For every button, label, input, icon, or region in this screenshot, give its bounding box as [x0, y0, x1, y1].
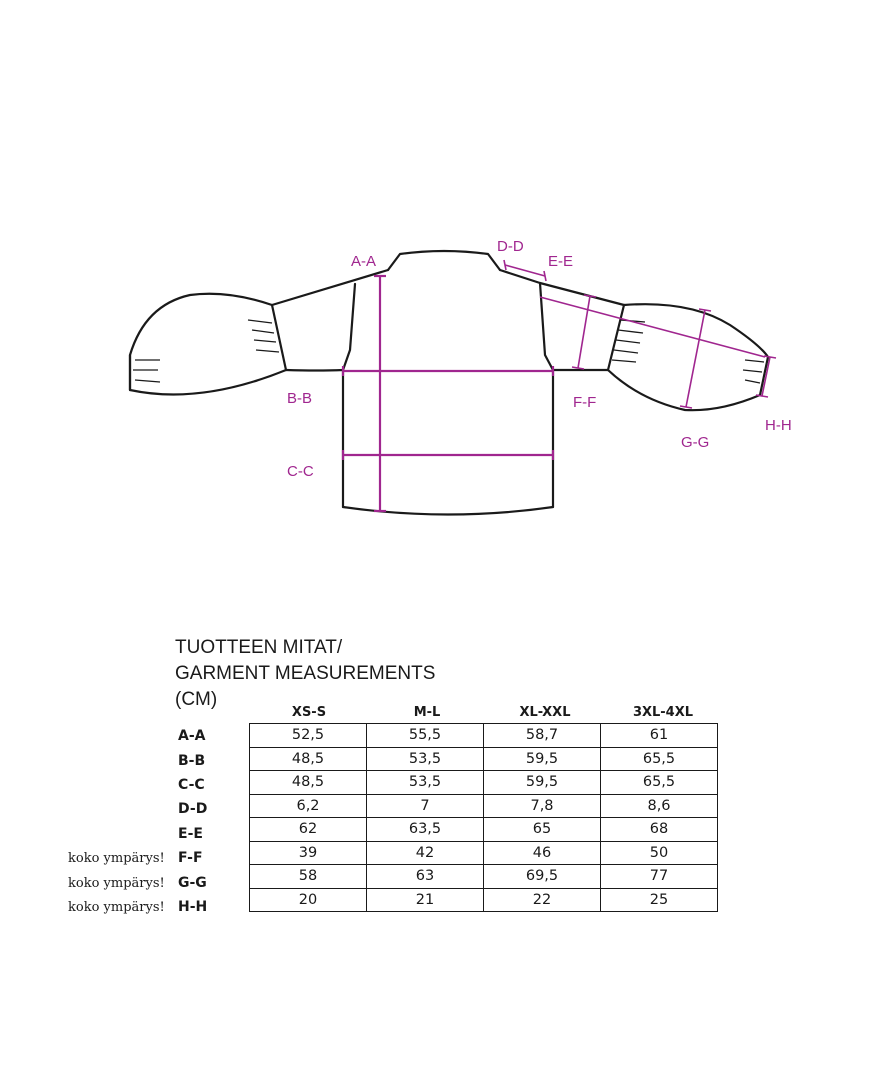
row-label-cc: C-C — [178, 777, 205, 793]
measurements-title — [175, 635, 435, 713]
row-label-ff: F-F — [178, 850, 203, 866]
table-cell: 58,7 — [484, 724, 601, 748]
table-cell: 65,5 — [601, 747, 718, 771]
table-cell: 62 — [250, 818, 367, 842]
table-cell: 7 — [367, 794, 484, 818]
measure-line-gg — [686, 310, 705, 407]
title-line-3: (CM) — [175, 689, 218, 710]
label-hh: H-H — [765, 417, 792, 434]
row-label-gg: G-G — [178, 875, 207, 891]
column-header-3xl-4xl: 3XL-4XL — [632, 705, 694, 720]
table-cell: 65 — [484, 818, 601, 842]
label-cc: C-C — [287, 463, 314, 480]
label-dd: D-D — [497, 238, 524, 255]
table-cell: 46 — [484, 841, 601, 865]
table-cell: 48,5 — [250, 771, 367, 795]
table-cell: 59,5 — [484, 747, 601, 771]
table-cell: 69,5 — [484, 865, 601, 889]
table-cell: 63,5 — [367, 818, 484, 842]
sweater-outline — [130, 251, 768, 515]
table-cell: 22 — [484, 888, 601, 912]
table-row — [250, 724, 718, 748]
table-cell: 55,5 — [367, 724, 484, 748]
title-line-2: GARMENT MEASUREMENTS — [175, 663, 436, 684]
label-ee: E-E — [548, 253, 574, 270]
measurement-lines — [343, 260, 776, 511]
row-label-ee: E-E — [178, 826, 203, 842]
label-gg: G-G — [681, 434, 710, 451]
note-ff: koko ympärys! — [68, 851, 165, 866]
table-cell: 42 — [367, 841, 484, 865]
table-cell: 58 — [250, 865, 367, 889]
table-cell: 8,6 — [601, 794, 718, 818]
row-label-aa: A-A — [178, 728, 206, 744]
row-label-bb: B-B — [178, 753, 206, 769]
table-row — [250, 841, 718, 865]
table-cell: 25 — [601, 888, 718, 912]
table-cell: 52,5 — [250, 724, 367, 748]
title-line-1: TUOTTEEN MITAT/ — [175, 637, 343, 658]
table-cell: 61 — [601, 724, 718, 748]
table-row — [250, 818, 718, 842]
label-bb: B-B — [287, 390, 313, 407]
table-row — [250, 771, 718, 795]
table-cell: 6,2 — [250, 794, 367, 818]
label-aa: A-A — [351, 253, 377, 270]
table-cell: 50 — [601, 841, 718, 865]
table-cell: 68 — [601, 818, 718, 842]
table-cell: 21 — [367, 888, 484, 912]
column-header-m-l: M-L — [413, 705, 441, 720]
table-cell: 63 — [367, 865, 484, 889]
table-cell: 77 — [601, 865, 718, 889]
table-cell: 53,5 — [367, 747, 484, 771]
column-header-xs-s: XS-S — [291, 705, 327, 720]
table-row — [250, 888, 718, 912]
measurements-table — [249, 723, 718, 912]
table-cell: 7,8 — [484, 794, 601, 818]
table-cell: 65,5 — [601, 771, 718, 795]
table-cell: 39 — [250, 841, 367, 865]
table-row — [250, 747, 718, 771]
row-label-dd: D-D — [178, 801, 208, 817]
column-header-xl-xxl: XL-XXL — [519, 705, 571, 720]
row-label-hh: H-H — [178, 899, 208, 915]
note-hh: koko ympärys! — [68, 900, 165, 915]
table-cell: 20 — [250, 888, 367, 912]
table-row — [250, 865, 718, 889]
note-gg: koko ympärys! — [68, 876, 165, 891]
table-cell: 59,5 — [484, 771, 601, 795]
label-ff: F-F — [573, 394, 597, 411]
table-cell: 53,5 — [367, 771, 484, 795]
table-cell: 48,5 — [250, 747, 367, 771]
table-row — [250, 794, 718, 818]
